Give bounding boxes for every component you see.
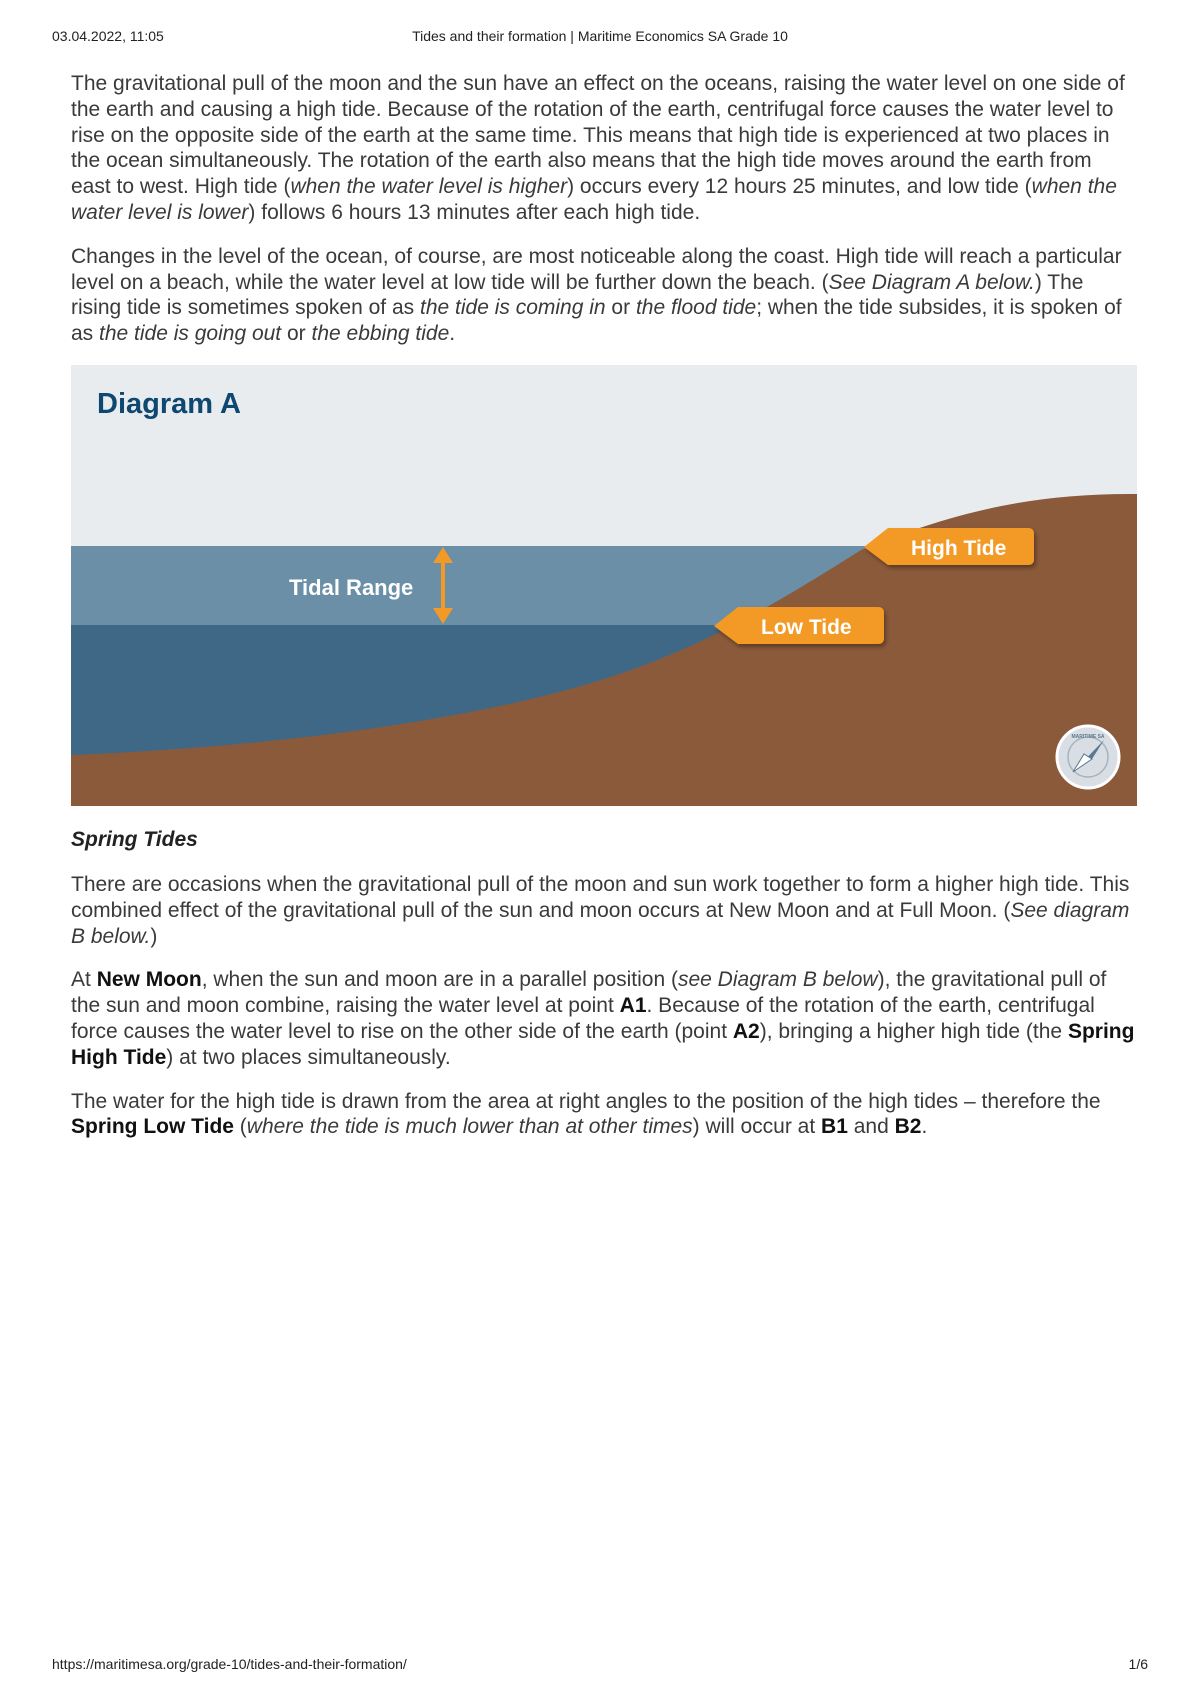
italic-text: the tide is going out [99, 322, 282, 346]
bold-text: B2 [894, 1115, 922, 1139]
print-url: https://maritimesa.org/grade-10/tides-and-their-formation/ [52, 1656, 407, 1672]
bold-text: A2 [732, 1019, 760, 1043]
text: The water for the high tide is drawn from the area at right angles to the position of the high tides – therefore the [71, 1089, 1101, 1113]
bold-text: A1 [619, 994, 647, 1018]
paragraph-spring-tides-intro [71, 872, 1137, 949]
text: or [281, 322, 312, 346]
bold-text: Spring High Tide [71, 1019, 1135, 1069]
text: ; when the tide subsides, it is spoken of as [71, 296, 1122, 346]
text: ) at two places simultaneously. [166, 1045, 451, 1069]
italic-text: the flood tide [635, 296, 757, 320]
text: ) will occur at [692, 1115, 822, 1139]
paragraph-new-moon [71, 967, 1137, 1070]
italic-text: the tide is coming in [419, 296, 606, 320]
text: ), the gravitational pull of the sun and moon combine, raising the water level at point [71, 968, 1107, 1018]
text: ) [150, 924, 158, 948]
svg-text:MARITIME SA: MARITIME SA [1071, 733, 1105, 740]
italic-text: when the water level is higher [290, 175, 568, 199]
italic-text: where the tide is much lower than at other times [246, 1115, 693, 1139]
bold-text: B1 [821, 1115, 848, 1139]
text: ) follows 6 hours 13 minutes after each high tide. [248, 200, 701, 224]
high-tide-label: High Tide [911, 536, 1007, 560]
italic-text: the ebbing tide [311, 322, 450, 346]
section-heading-spring-tides: Spring Tides [71, 827, 198, 851]
text: ), bringing a higher high tide (the [759, 1019, 1068, 1043]
text: At [71, 968, 97, 992]
italic-text: when the water level is lower [71, 175, 1117, 224]
italic-text: See diagram B below. [71, 898, 1130, 948]
text: ( [233, 1115, 247, 1139]
italic-text: See Diagram A below. [828, 270, 1035, 294]
print-page-title: Tides and their formation | Maritime Economics SA Grade 10 [412, 28, 788, 44]
diagram-title: Diagram A [97, 387, 241, 420]
text: and [847, 1115, 895, 1139]
text: ) occurs every 12 hours 25 minutes, and low tide ( [567, 175, 1032, 199]
paragraph-tide-causes [71, 71, 1137, 226]
diagram-a [71, 365, 1137, 806]
text: Changes in the level of the ocean, of course, are most noticeable along the coast. High tide will reach a particular level on a beach, while the water level at low tide will be further down the beach. ( [71, 244, 1122, 294]
low-tide-label: Low Tide [761, 615, 852, 639]
text: or [605, 296, 636, 320]
text: . [921, 1115, 928, 1139]
paragraph-spring-low-tide [71, 1089, 1137, 1141]
maritime-sa-logo [1057, 726, 1119, 788]
diagram-a-illustration [71, 365, 1137, 806]
text: , when the sun and moon are in a parallel position ( [201, 968, 678, 992]
text: The gravitational pull of the moon and the sun have an effect on the oceans, raising the water level on one side of the earth and causing a high tide. Because of the rotation of the earth, centrifugal force causes the water level to rise on the opposite side of the earth at the same time. This means that high tide is experienced at two places in the ocean simultaneously. The rotation of the earth also means that the high tide moves around the earth from east to west. High tide ( [71, 72, 1125, 199]
text: . Because of the rotation of the earth, centrifugal force causes the water level to rise on the other side of the earth (point [71, 994, 1095, 1043]
text: ) The rising tide is sometimes spoken of as [71, 270, 1084, 320]
text: . [449, 322, 456, 346]
text: There are occasions when the gravitational pull of the moon and sun work together to form a higher high tide. This combined effect of the gravitational pull of the sun and moon occurs at New Moon and at Full Moon. ( [71, 872, 1130, 922]
page-number: 1/6 [1128, 1656, 1148, 1672]
italic-text: see Diagram B below [677, 968, 878, 992]
bold-text: New Moon [96, 968, 202, 992]
paragraph-coastal-changes [71, 244, 1137, 347]
print-date: 03.04.2022, 11:05 [52, 28, 164, 44]
bold-text: Spring Low Tide [71, 1115, 234, 1139]
article-content [71, 71, 1137, 1158]
tidal-range-label: Tidal Range [289, 574, 414, 600]
